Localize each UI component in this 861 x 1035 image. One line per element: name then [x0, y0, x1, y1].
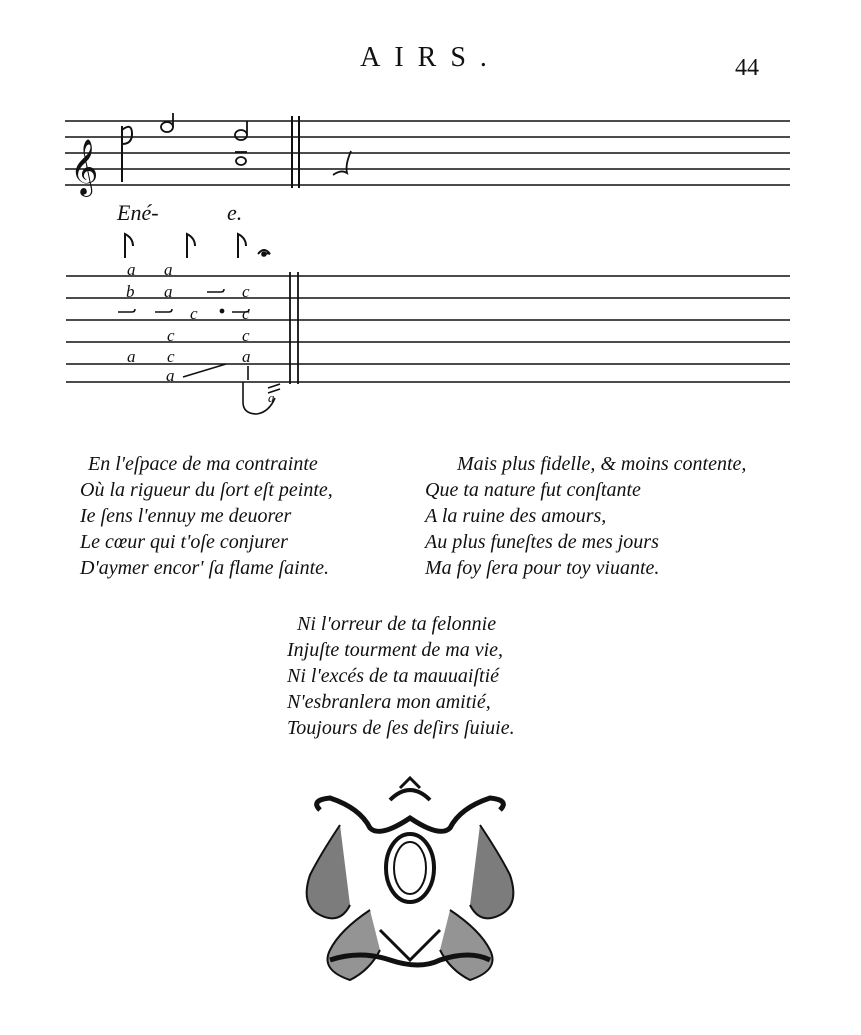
verse-line: D'aymer encor' ſa flame ſainte. [80, 557, 330, 579]
verse-line: Ie ſens l'ennuy me deuorer [80, 505, 292, 527]
verse-middle [287, 611, 515, 741]
tab-letter: c [167, 347, 175, 366]
tab-letter: c [242, 282, 250, 301]
treble-clef-icon: 𝄞 [70, 139, 99, 195]
tab-letter: a [164, 282, 173, 301]
verse-line: Ni l'excés de ta mauuaiſtié [287, 665, 500, 687]
verse-right [425, 451, 746, 581]
tab-letter: c [190, 304, 198, 323]
voice-double-barline [292, 116, 299, 188]
tab-letter: a [166, 366, 175, 385]
tablature-double-barline [290, 272, 298, 384]
tab-letter: c [242, 304, 250, 323]
verse-left [80, 451, 333, 581]
verse-line: Injuſte tourment de ma vie, [287, 639, 504, 661]
verse-line: N'esbranlera mon amitié, [287, 691, 491, 713]
page-title: AIRS. [360, 42, 501, 73]
syllable-ene: Ené- [117, 200, 159, 225]
verse-line: A la ruine des amours, [425, 505, 607, 527]
voice-notes [161, 113, 351, 175]
meter-sign [122, 126, 132, 182]
verse-line: En l'eſpace de ma contrainte [88, 453, 318, 475]
tab-letter: c [167, 326, 175, 345]
verse-line: Ni l'orreur de ta felonnie [297, 613, 497, 635]
tab-letter: a [242, 347, 251, 366]
verse-line: Toujours de ſes deſirs ſuiuie. [287, 717, 515, 739]
tab-letter: a [164, 260, 173, 279]
tab-letter: a [127, 260, 136, 279]
voice-staff [65, 121, 790, 185]
verse-line: Que ta nature fut conſtante [425, 479, 641, 501]
rhythm-flags [125, 234, 270, 258]
tablature-ornaments [118, 289, 280, 414]
verse-line: Au plus funeſtes de mes jours [425, 531, 659, 553]
page-number: 44 [735, 55, 759, 81]
tab-letter: c [242, 326, 250, 345]
verse-line: Le cœur qui t'oſe conjurer [80, 531, 288, 553]
printers-ornament [307, 778, 514, 980]
tab-letter: b [126, 282, 135, 301]
tab-letter-bass: a [268, 390, 275, 405]
tab-letter: a [127, 347, 136, 366]
verse-line: Où la rigueur du ſort eſt peinte, [80, 479, 333, 501]
verse-line: Mais plus fidelle, & moins contente, [457, 453, 747, 475]
verse-line: Ma foy ſera pour toy viuante. [425, 557, 660, 579]
syllable-e: e. [227, 200, 243, 225]
